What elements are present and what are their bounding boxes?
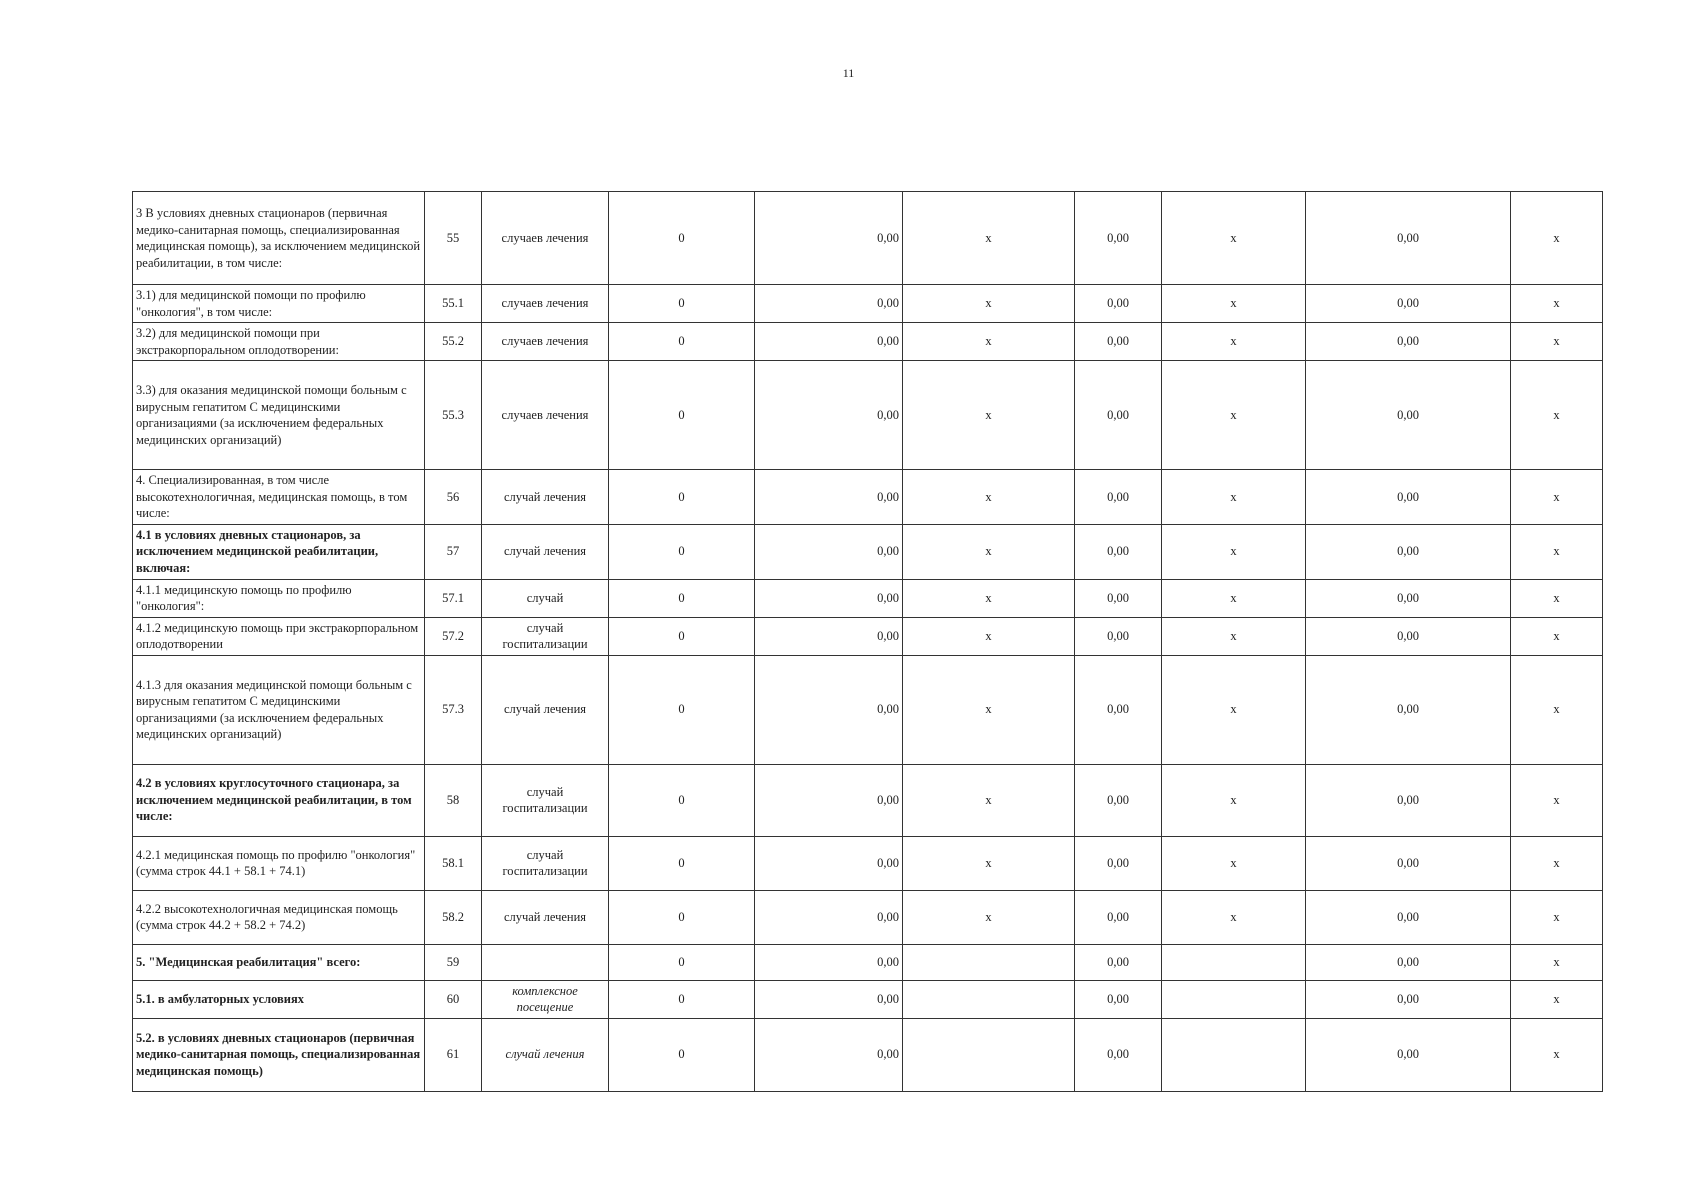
- row-value-7: x: [1511, 1018, 1603, 1091]
- row-value-3: [903, 944, 1075, 980]
- row-value-6: 0,00: [1306, 764, 1511, 836]
- row-unit: случай: [482, 579, 609, 617]
- row-code: 61: [425, 1018, 482, 1091]
- row-value-6: 0,00: [1306, 890, 1511, 944]
- row-value-4: 0,00: [1075, 944, 1162, 980]
- row-name: 5.2. в условиях дневных стационаров (первичная медико-санитарная помощь, специализированная медицинская помощь): [133, 1018, 425, 1091]
- row-value-1: 0: [609, 1018, 755, 1091]
- row-unit: случай лечения: [482, 524, 609, 579]
- row-code: 57.3: [425, 655, 482, 764]
- row-value-6: 0,00: [1306, 361, 1511, 470]
- row-value-4: 0,00: [1075, 655, 1162, 764]
- table-row: [133, 617, 1603, 655]
- row-value-7: x: [1511, 944, 1603, 980]
- row-value-5: x: [1162, 579, 1306, 617]
- row-value-2: 0,00: [755, 323, 903, 361]
- row-value-2: 0,00: [755, 944, 903, 980]
- row-value-3: x: [903, 836, 1075, 890]
- row-value-7: x: [1511, 470, 1603, 525]
- row-value-3: x: [903, 579, 1075, 617]
- row-value-2: 0,00: [755, 361, 903, 470]
- row-unit: случай лечения: [482, 1018, 609, 1091]
- row-value-7: x: [1511, 836, 1603, 890]
- row-value-4: 0,00: [1075, 361, 1162, 470]
- row-value-1: 0: [609, 192, 755, 285]
- row-value-3: [903, 980, 1075, 1018]
- row-code: 57.2: [425, 617, 482, 655]
- row-value-4: 0,00: [1075, 980, 1162, 1018]
- row-name: 3.2) для медицинской помощи при экстракорпоральном оплодотворении:: [133, 323, 425, 361]
- row-value-2: 0,00: [755, 524, 903, 579]
- row-value-7: x: [1511, 192, 1603, 285]
- row-value-2: 0,00: [755, 470, 903, 525]
- row-value-2: 0,00: [755, 836, 903, 890]
- row-value-7: x: [1511, 764, 1603, 836]
- row-value-6: 0,00: [1306, 944, 1511, 980]
- table-row: [133, 285, 1603, 323]
- row-value-3: x: [903, 361, 1075, 470]
- row-value-5: x: [1162, 617, 1306, 655]
- row-value-5: x: [1162, 524, 1306, 579]
- row-value-1: 0: [609, 836, 755, 890]
- row-value-1: 0: [609, 285, 755, 323]
- row-unit: случай лечения: [482, 890, 609, 944]
- row-code: 57: [425, 524, 482, 579]
- row-value-4: 0,00: [1075, 836, 1162, 890]
- row-code: 55.3: [425, 361, 482, 470]
- row-value-7: x: [1511, 617, 1603, 655]
- row-value-3: x: [903, 655, 1075, 764]
- row-name: 4.1.2 медицинскую помощь при экстракорпоральном оплодотворении: [133, 617, 425, 655]
- table-row: [133, 836, 1603, 890]
- row-value-7: x: [1511, 579, 1603, 617]
- row-code: 60: [425, 980, 482, 1018]
- row-value-4: 0,00: [1075, 470, 1162, 525]
- row-name: 4.2 в условиях круглосуточного стационара, за исключением медицинской реабилитации, в том числе:: [133, 764, 425, 836]
- row-unit: случай лечения: [482, 655, 609, 764]
- row-value-5: x: [1162, 836, 1306, 890]
- row-value-5: x: [1162, 361, 1306, 470]
- table-row: [133, 890, 1603, 944]
- row-value-6: 0,00: [1306, 836, 1511, 890]
- row-value-6: 0,00: [1306, 524, 1511, 579]
- row-value-1: 0: [609, 655, 755, 764]
- row-value-7: x: [1511, 524, 1603, 579]
- row-value-5: [1162, 944, 1306, 980]
- row-value-6: 0,00: [1306, 470, 1511, 525]
- row-value-4: 0,00: [1075, 764, 1162, 836]
- row-code: 55.1: [425, 285, 482, 323]
- row-value-4: 0,00: [1075, 285, 1162, 323]
- row-code: 58.1: [425, 836, 482, 890]
- row-value-6: 0,00: [1306, 192, 1511, 285]
- row-value-3: x: [903, 323, 1075, 361]
- table-row: [133, 361, 1603, 470]
- row-value-2: 0,00: [755, 285, 903, 323]
- row-unit: [482, 944, 609, 980]
- row-code: 56: [425, 470, 482, 525]
- row-unit: случай госпитализации: [482, 836, 609, 890]
- row-value-3: x: [903, 764, 1075, 836]
- row-value-6: 0,00: [1306, 579, 1511, 617]
- row-value-2: 0,00: [755, 980, 903, 1018]
- row-value-2: 0,00: [755, 617, 903, 655]
- row-value-4: 0,00: [1075, 192, 1162, 285]
- row-value-3: x: [903, 890, 1075, 944]
- row-value-5: x: [1162, 470, 1306, 525]
- row-unit: случай госпитализации: [482, 764, 609, 836]
- row-value-4: 0,00: [1075, 1018, 1162, 1091]
- row-unit: случаев лечения: [482, 285, 609, 323]
- row-value-1: 0: [609, 764, 755, 836]
- row-value-7: x: [1511, 980, 1603, 1018]
- row-value-7: x: [1511, 323, 1603, 361]
- row-value-3: x: [903, 617, 1075, 655]
- row-unit: случай госпитализации: [482, 617, 609, 655]
- row-value-1: 0: [609, 524, 755, 579]
- row-code: 59: [425, 944, 482, 980]
- row-name: 4.2.2 высокотехнологичная медицинская помощь (сумма строк 44.2 + 58.2 + 74.2): [133, 890, 425, 944]
- row-value-2: 0,00: [755, 890, 903, 944]
- row-name: 5.1. в амбулаторных условиях: [133, 980, 425, 1018]
- row-value-2: 0,00: [755, 192, 903, 285]
- row-value-3: x: [903, 285, 1075, 323]
- row-code: 55: [425, 192, 482, 285]
- row-value-5: x: [1162, 890, 1306, 944]
- row-value-6: 0,00: [1306, 617, 1511, 655]
- row-unit: случаев лечения: [482, 361, 609, 470]
- table-row: [133, 192, 1603, 285]
- row-value-7: x: [1511, 890, 1603, 944]
- medical-care-table: [132, 191, 1603, 1092]
- table-row: [133, 323, 1603, 361]
- row-name: 4.1.3 для оказания медицинской помощи больным с вирусным гепатитом С медицинскими организациями (за исключением федеральных медицинских организаций): [133, 655, 425, 764]
- row-unit: случаев лечения: [482, 192, 609, 285]
- table-row: [133, 470, 1603, 525]
- row-value-5: x: [1162, 192, 1306, 285]
- row-value-4: 0,00: [1075, 323, 1162, 361]
- table-row: [133, 579, 1603, 617]
- row-name: 4.1.1 медицинскую помощь по профилю "онкология":: [133, 579, 425, 617]
- row-value-5: x: [1162, 285, 1306, 323]
- row-value-1: 0: [609, 617, 755, 655]
- table-row: [133, 980, 1603, 1018]
- row-value-2: 0,00: [755, 579, 903, 617]
- row-code: 58.2: [425, 890, 482, 944]
- row-name: 4.2.1 медицинская помощь по профилю "онкология" (сумма строк 44.1 + 58.1 + 74.1): [133, 836, 425, 890]
- row-value-5: [1162, 980, 1306, 1018]
- row-name: 5. "Медицинская реабилитация" всего:: [133, 944, 425, 980]
- table-row: [133, 944, 1603, 980]
- row-value-1: 0: [609, 470, 755, 525]
- row-value-4: 0,00: [1075, 579, 1162, 617]
- row-value-1: 0: [609, 579, 755, 617]
- row-value-1: 0: [609, 980, 755, 1018]
- row-value-5: x: [1162, 323, 1306, 361]
- table-row: [133, 655, 1603, 764]
- row-value-2: 0,00: [755, 1018, 903, 1091]
- row-value-3: [903, 1018, 1075, 1091]
- table-row: [133, 524, 1603, 579]
- row-name: 3.1) для медицинской помощи по профилю "онкология", в том числе:: [133, 285, 425, 323]
- row-value-5: x: [1162, 655, 1306, 764]
- table-row: [133, 1018, 1603, 1091]
- row-value-1: 0: [609, 944, 755, 980]
- row-value-6: 0,00: [1306, 655, 1511, 764]
- row-name: 3 В условиях дневных стационаров (первичная медико-санитарная помощь, специализированная медицинская помощь), за исключением медицинской реабилитации, в том числе:: [133, 192, 425, 285]
- row-value-3: x: [903, 192, 1075, 285]
- row-value-4: 0,00: [1075, 890, 1162, 944]
- row-value-6: 0,00: [1306, 285, 1511, 323]
- row-value-6: 0,00: [1306, 980, 1511, 1018]
- row-code: 55.2: [425, 323, 482, 361]
- row-value-1: 0: [609, 890, 755, 944]
- row-code: 57.1: [425, 579, 482, 617]
- row-name: 4.1 в условиях дневных стационаров, за исключением медицинской реабилитации, включая:: [133, 524, 425, 579]
- row-name: 3.3) для оказания медицинской помощи больным с вирусным гепатитом С медицинскими организациями (за исключением федеральных медицинских организаций): [133, 361, 425, 470]
- row-unit: случаев лечения: [482, 323, 609, 361]
- row-value-1: 0: [609, 323, 755, 361]
- row-code: 58: [425, 764, 482, 836]
- row-value-7: x: [1511, 285, 1603, 323]
- table-row: [133, 764, 1603, 836]
- page-number: 11: [842, 66, 855, 80]
- row-value-6: 0,00: [1306, 323, 1511, 361]
- row-value-7: x: [1511, 655, 1603, 764]
- row-value-3: x: [903, 470, 1075, 525]
- row-value-2: 0,00: [755, 764, 903, 836]
- row-name: 4. Специализированная, в том числе высокотехнологичная, медицинская помощь, в том числе:: [133, 470, 425, 525]
- row-value-3: x: [903, 524, 1075, 579]
- row-unit: случай лечения: [482, 470, 609, 525]
- row-value-7: x: [1511, 361, 1603, 470]
- row-value-4: 0,00: [1075, 524, 1162, 579]
- row-value-6: 0,00: [1306, 1018, 1511, 1091]
- row-value-1: 0: [609, 361, 755, 470]
- row-value-5: [1162, 1018, 1306, 1091]
- row-value-4: 0,00: [1075, 617, 1162, 655]
- row-value-2: 0,00: [755, 655, 903, 764]
- row-unit: комплексное посещение: [482, 980, 609, 1018]
- row-value-5: x: [1162, 764, 1306, 836]
